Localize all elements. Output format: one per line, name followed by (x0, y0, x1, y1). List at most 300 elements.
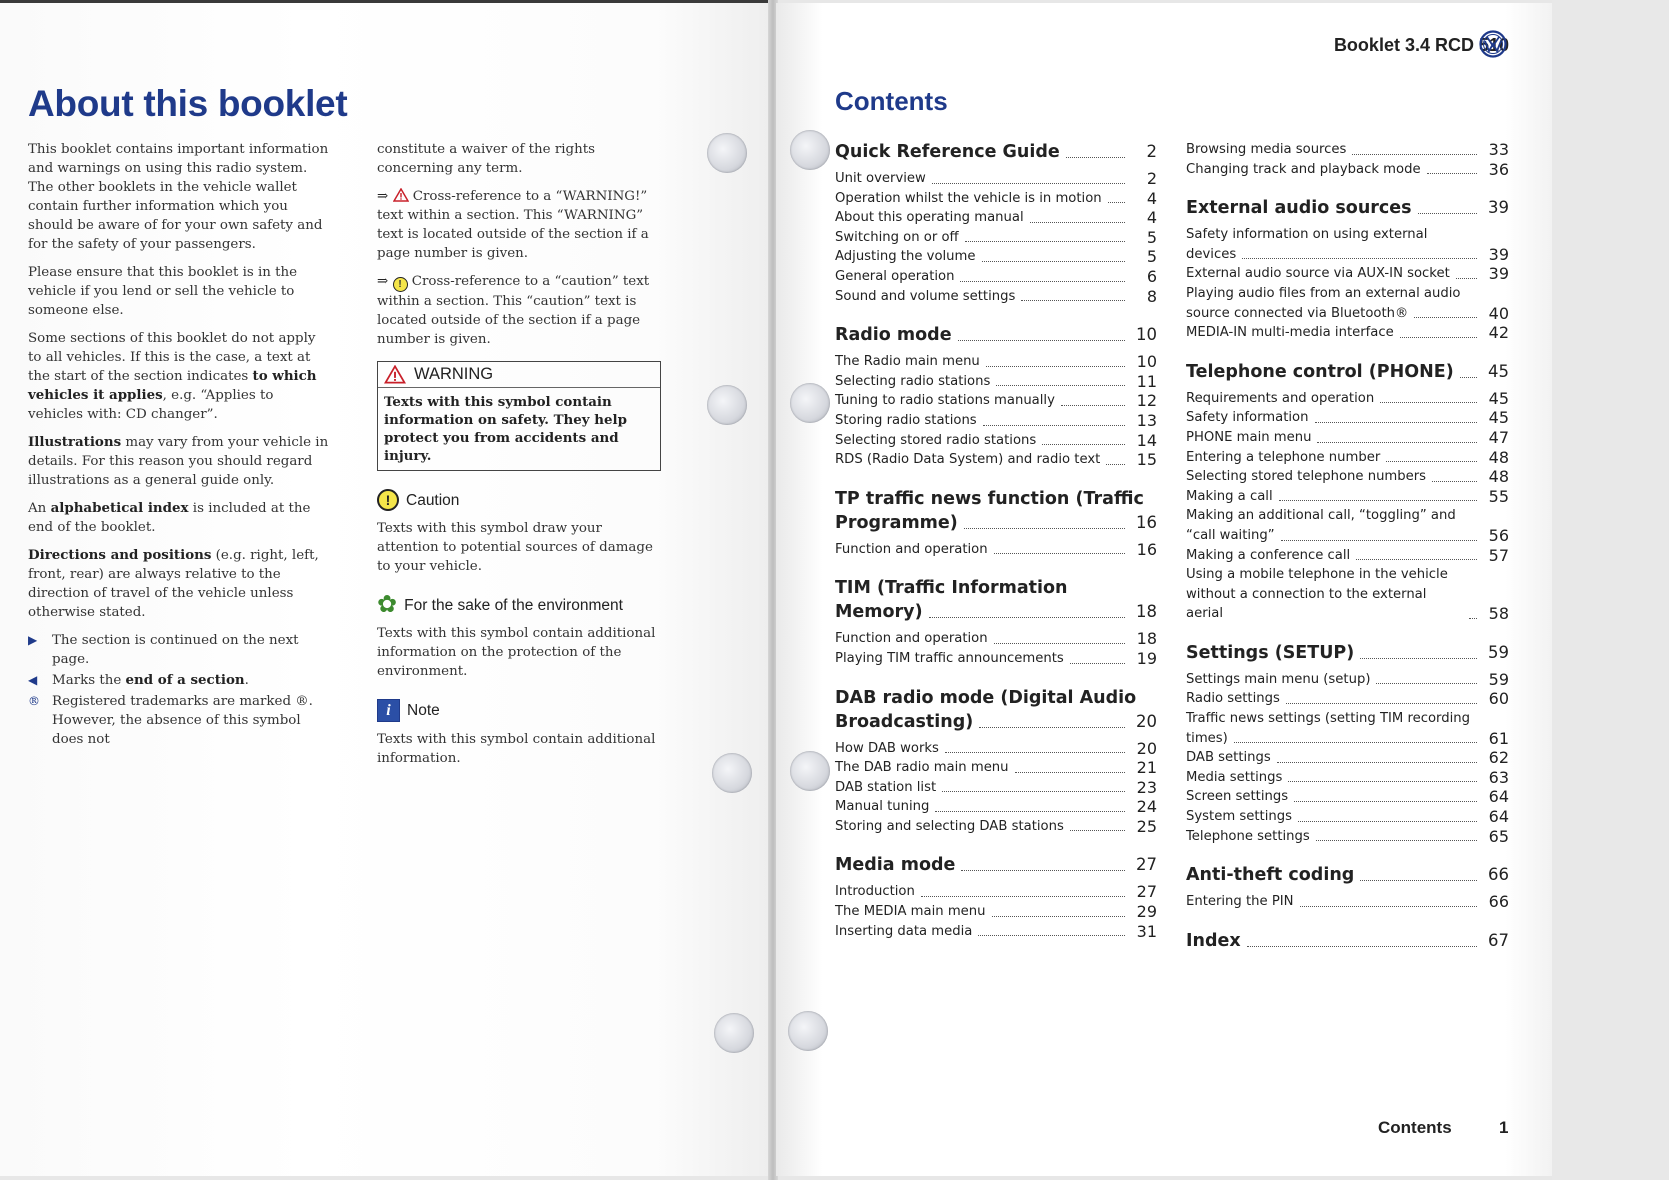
dot-leader (1070, 830, 1125, 831)
toc-entry[interactable] (835, 922, 1157, 942)
note-info-icon: i (377, 699, 400, 722)
toc-entry-text: Selecting stored telephone numbers (1186, 469, 1427, 485)
dot-leader (1315, 422, 1478, 423)
toc-entry-text: Making a conference call (1186, 547, 1351, 563)
note-block (377, 699, 661, 768)
toc-page-number: 4 (1146, 208, 1157, 228)
toc-section (1186, 196, 1509, 343)
toc-entry-text: The DAB radio main menu (835, 760, 1009, 776)
toc-entry[interactable] (1186, 546, 1509, 566)
dot-leader (1469, 618, 1477, 619)
dot-leader (1376, 683, 1477, 684)
illustrations-paragraph: Illustrations may vary from your vehicle in details. For this reason you should regard illustrations as a general guide only. (28, 434, 329, 488)
toc-heading[interactable] (835, 853, 1157, 877)
toc-heading[interactable] (835, 600, 1157, 624)
toc-entry[interactable] (835, 372, 1157, 392)
toc-entry-text: Browsing media sources (1186, 142, 1347, 157)
toc-entry-text: Safety information (1186, 410, 1309, 426)
toc-section (1186, 863, 1509, 912)
dot-leader (942, 791, 1125, 792)
toc-entry[interactable] (1186, 748, 1509, 768)
environment-flower-icon: ✿ (377, 591, 398, 618)
toc-entry-text: Function and operation (835, 631, 988, 647)
dot-leader (1316, 840, 1477, 841)
toc-entry[interactable] (1186, 670, 1509, 690)
toc-section (1186, 360, 1509, 624)
toc-entry[interactable] (1186, 448, 1509, 468)
dot-leader (932, 183, 1125, 184)
toc-page-number: 5 (1146, 227, 1157, 247)
toc-entry-text: without a connection to the external aerial (1186, 586, 1427, 622)
dot-leader (1042, 444, 1125, 445)
toc-entry-text: DAB station list (835, 779, 937, 795)
dot-leader (1300, 906, 1477, 907)
toc-page-number: 5 (1146, 247, 1157, 267)
toc-entry-text: Safety information on using external (1186, 227, 1428, 243)
dot-leader (1234, 742, 1477, 743)
toc-entry[interactable] (835, 189, 1157, 209)
dot-leader (1070, 663, 1125, 664)
dot-leader (1298, 821, 1477, 822)
toc-entry-text: Manual tuning (835, 799, 930, 815)
symbols-column (377, 140, 661, 786)
toc-entry-text: Settings main menu (setup) (1186, 671, 1371, 687)
page-hole-icon (790, 130, 830, 170)
toc-page-number: 2 (1146, 142, 1157, 161)
toc-heading-text: TP traffic news function (Traffic (835, 488, 1144, 509)
toc-entry[interactable] (1186, 729, 1509, 749)
toc-entry[interactable] (1186, 140, 1509, 160)
dot-leader (964, 528, 1125, 529)
contents-title: Contents (835, 86, 948, 116)
toc-entry[interactable] (1186, 323, 1509, 343)
warning-body: Texts with this symbol contain information on safety. They help protect you from accidents and injury. (384, 394, 627, 464)
toc-page-number: 6 (1146, 266, 1157, 286)
dot-leader (961, 870, 1125, 871)
dot-leader (1021, 300, 1125, 301)
toc-page-number: 48 (1488, 467, 1509, 487)
toc-entry-text: Tuning to radio stations manually (835, 393, 1055, 409)
toc-section (1186, 140, 1509, 179)
dot-leader (978, 935, 1125, 936)
caution-title: Caution (406, 491, 460, 509)
toc-entry-text: System settings (1186, 809, 1292, 825)
toc-entry-text: Operation whilst the vehicle is in motion (835, 190, 1102, 206)
page-hole-icon (788, 1011, 828, 1051)
toc-page-number: 61 (1488, 728, 1509, 748)
toc-page-number: 2 (1146, 169, 1157, 188)
registered-mark-icon: ® (28, 694, 40, 708)
environment-body: Texts with this symbol contain additional information on the protection of the environment. (377, 626, 656, 679)
note-body: Texts with this symbol contain additional information. (377, 732, 656, 766)
toc-entry-line (1186, 225, 1509, 245)
toc-page-number: 12 (1136, 391, 1157, 411)
toc-page-number: 67 (1488, 930, 1509, 950)
booklet-header: Booklet 3.4 RCD 510 (1333, 35, 1509, 55)
toc-heading-text: Radio mode (835, 325, 952, 346)
dot-leader (1106, 464, 1125, 465)
toc-page-number: 25 (1136, 816, 1157, 836)
toc-entry-text: times) (1186, 730, 1228, 746)
toc-heading-line (835, 487, 1157, 511)
toc-page-number: 10 (1136, 352, 1157, 372)
toc-entry-text: PHONE main menu (1186, 429, 1312, 445)
toc-entry[interactable] (835, 739, 1157, 759)
toc-entry-text: Traffic news settings (setting TIM recording (1186, 711, 1470, 727)
dot-leader (1281, 540, 1477, 541)
toc-entry-text: Playing TIM traffic announcements (835, 650, 1064, 666)
toc-page-number: 60 (1488, 689, 1509, 709)
dot-leader (1066, 157, 1125, 158)
toc-heading[interactable] (835, 511, 1157, 535)
dot-leader (1317, 442, 1477, 443)
toc-entry[interactable] (1186, 304, 1509, 324)
toc-heading-text: DAB radio mode (Digital Audio (835, 687, 1137, 708)
intro-column (28, 140, 330, 751)
note-title: Note (407, 702, 440, 719)
toc-page-number: 10 (1136, 325, 1157, 345)
toc-page-number: 21 (1136, 758, 1157, 778)
toc-entry[interactable] (1186, 264, 1509, 284)
caution-block (377, 489, 661, 576)
toc-page-number: 57 (1488, 545, 1509, 565)
toc-section (835, 323, 1157, 470)
toc-entry-text: External audio source via AUX-IN socket (1186, 266, 1450, 282)
toc-entry-text: Switching on or off (835, 229, 959, 245)
dot-leader (1061, 405, 1125, 406)
toc-heading-text: Broadcasting) (835, 711, 974, 732)
toc-entry-text: Using a mobile telephone in the vehicle (1186, 567, 1448, 583)
dot-leader (1286, 703, 1477, 704)
toc-page-number: 20 (1136, 738, 1157, 758)
continued-paragraph: constitute a waiver of the rights concerning any term. (377, 142, 595, 176)
toc-page-number: 62 (1488, 748, 1509, 768)
warning-triangle-icon (384, 365, 406, 384)
toc-section (835, 487, 1157, 560)
toc-page-number: 48 (1488, 447, 1509, 467)
dot-leader (1279, 500, 1477, 501)
toc-entry-text: How DAB works (835, 740, 939, 756)
warning-header: WARNING (378, 362, 660, 388)
toc-entry[interactable] (835, 352, 1157, 372)
toc-page-number: 20 (1136, 711, 1157, 731)
toc-page-number: 18 (1136, 629, 1157, 649)
toc-entry-text: Adjusting the volume (835, 249, 976, 265)
toc-entry[interactable] (835, 778, 1157, 798)
toc-entry-text: Changing track and playback mode (1186, 161, 1421, 177)
dot-leader (1247, 946, 1477, 947)
dot-leader (1352, 154, 1477, 155)
toc-entry-text: Making an additional call, “toggling” and (1186, 508, 1456, 524)
toc-entry-text: Requirements and operation (1186, 390, 1375, 406)
dot-leader (983, 425, 1125, 426)
toc-heading[interactable] (835, 140, 1157, 164)
toc-entry[interactable] (1186, 428, 1509, 448)
xref-arrow-icon: ⇒ (377, 189, 389, 204)
toc-heading-text: Settings (SETUP) (1186, 642, 1355, 663)
toc-entry[interactable] (835, 391, 1157, 411)
toc-entry[interactable] (835, 902, 1157, 922)
toc-entry-line (1186, 709, 1509, 729)
dot-leader (982, 261, 1126, 262)
list-item: ® Registered trademarks are marked ®. However, the absence of this symbol does not (28, 694, 313, 747)
toc-entry-text: Selecting radio stations (835, 373, 991, 389)
toc-page-number: 63 (1488, 767, 1509, 787)
toc-heading-text: Memory) (835, 602, 923, 623)
dot-leader (994, 553, 1125, 554)
dot-leader (979, 727, 1125, 728)
toc-page-number: 31 (1136, 921, 1157, 941)
toc-heading-text: Index (1186, 930, 1241, 951)
toc-entry-text: DAB settings (1186, 750, 1271, 766)
page-number: 1 (1499, 1118, 1509, 1137)
toc-page-number: 11 (1136, 371, 1157, 391)
toc-entry[interactable] (835, 267, 1157, 287)
dot-leader (929, 617, 1125, 618)
page-title: About this booklet (28, 83, 348, 124)
toc-entry-text: Playing audio files from an external audio (1186, 285, 1461, 301)
toc-entry[interactable] (835, 758, 1157, 778)
toc-entry-text: RDS (Radio Data System) and radio text (835, 452, 1101, 468)
applicability-paragraph: Some sections of this booklet do not apply to all vehicles. If this is the case, a text at the start of the section indicates to which vehicles it applies, e.g. “Applies to vehicles with: CD changer”. (28, 331, 317, 422)
toc-entry-text: General operation (835, 268, 955, 284)
dot-leader (1108, 202, 1125, 203)
list-item: ▶ The section is continued on the next page. (28, 633, 299, 667)
toc-page-number: 16 (1136, 512, 1157, 532)
toc-entry[interactable] (1186, 526, 1509, 546)
toc-heading[interactable] (1186, 863, 1509, 887)
toc-page-number: 13 (1136, 410, 1157, 430)
toc-entry[interactable] (835, 797, 1157, 817)
dot-leader (1242, 258, 1477, 259)
toc-entry[interactable] (1186, 768, 1509, 788)
toc-entry[interactable] (1186, 487, 1509, 507)
toc-entry[interactable] (835, 431, 1157, 451)
toc-entry[interactable] (835, 169, 1157, 189)
caution-icon: ! (393, 277, 408, 292)
toc-page-number: 47 (1488, 427, 1509, 447)
page-hole-icon (712, 753, 752, 793)
toc-entry[interactable] (835, 882, 1157, 902)
toc-page-number: 36 (1488, 159, 1509, 179)
dot-leader (994, 643, 1125, 644)
toc-column-right (1186, 140, 1509, 970)
toc-entry-text: Storing radio stations (835, 412, 977, 428)
dot-leader (921, 896, 1125, 897)
toc-page-number: 4 (1146, 188, 1157, 208)
toc-page-number: 27 (1136, 882, 1157, 902)
toc-entry-text: Radio settings (1186, 691, 1280, 707)
dot-leader (1015, 772, 1125, 773)
toc-entry[interactable] (835, 817, 1157, 837)
toc-entry[interactable] (1186, 807, 1509, 827)
dot-leader (1356, 559, 1477, 560)
toc-page-number: 27 (1136, 855, 1157, 875)
toc-heading-text: Anti-theft coding (1186, 865, 1355, 886)
dot-leader (1427, 173, 1477, 174)
toc-heading-text: Programme) (835, 512, 958, 533)
dot-leader (986, 366, 1125, 367)
toc-page-number: 24 (1136, 797, 1157, 817)
toc-entry-text: Making a call (1186, 488, 1273, 504)
toc-page-number: 23 (1136, 777, 1157, 797)
scan-background (1552, 0, 1669, 1180)
toc-entry[interactable] (835, 629, 1157, 649)
toc-heading-text: Telephone control (PHONE) (1186, 361, 1454, 382)
toc-entry[interactable] (835, 649, 1157, 669)
toc-page-number: 19 (1136, 648, 1157, 668)
toc-entry-text: “call waiting” (1186, 527, 1275, 543)
toc-section (835, 853, 1157, 941)
toc-entry[interactable] (1186, 827, 1509, 847)
toc-heading[interactable] (835, 323, 1157, 347)
toc-heading[interactable] (1186, 929, 1509, 953)
toc-entry-text: Function and operation (835, 541, 988, 557)
toc-page-number: 64 (1488, 807, 1509, 827)
list-item: ◀ Marks the end of a section. (28, 672, 249, 688)
page-hole-icon (790, 383, 830, 423)
dot-leader (1386, 461, 1477, 462)
toc-section (1186, 929, 1509, 953)
toc-entry[interactable] (835, 287, 1157, 307)
toc-entry-text: Screen settings (1186, 789, 1289, 805)
toc-page-number: 42 (1488, 323, 1509, 343)
toc-entry-text: The Radio main menu (835, 354, 980, 370)
toc-entry[interactable] (1186, 160, 1509, 180)
toc-heading-text: Quick Reference Guide (835, 142, 1060, 162)
dot-leader (1414, 317, 1477, 318)
toc-heading[interactable] (1186, 360, 1509, 384)
toc-page-number: 40 (1488, 303, 1509, 323)
environment-block (377, 591, 661, 681)
toc-heading-text: TIM (Traffic Information (835, 578, 1068, 599)
toc-entry-text: The MEDIA main menu (835, 904, 986, 920)
toc-page-number: 59 (1488, 642, 1509, 662)
toc-entry[interactable] (1186, 467, 1509, 487)
toc-entry[interactable] (1186, 585, 1509, 624)
end-section-arrow-icon: ◀ (28, 673, 38, 687)
toc-entry-text: Telephone settings (1186, 828, 1310, 844)
toc-entry[interactable] (835, 208, 1157, 228)
toc-entry[interactable] (835, 411, 1157, 431)
dot-leader (1400, 337, 1477, 338)
caution-icon: ! (377, 489, 399, 511)
index-paragraph: An alphabetical index is included at the end of the booklet. (28, 500, 311, 535)
toc-entry[interactable] (835, 540, 1157, 560)
toc-entry-line (1186, 565, 1509, 585)
toc-page-number: 45 (1488, 388, 1509, 408)
toc-entry-line (1186, 506, 1509, 526)
toc-entry-text: Selecting stored radio stations (835, 432, 1037, 448)
dot-leader (1380, 402, 1477, 403)
toc-entry-text: MEDIA-IN multi-media interface (1186, 325, 1394, 341)
dot-leader (935, 811, 1125, 812)
toc-column-left (835, 140, 1157, 958)
toc-page-number: 8 (1146, 286, 1157, 306)
toc-page-number: 59 (1488, 669, 1509, 689)
toc-entry[interactable] (835, 247, 1157, 267)
left-page (0, 3, 770, 1176)
toc-entry[interactable] (1186, 408, 1509, 428)
toc-section (1186, 641, 1509, 846)
dot-leader (1288, 781, 1477, 782)
lend-paragraph: Please ensure that this booklet is in the vehicle if you lend or sell the vehicle to someone else. (28, 265, 298, 318)
caution-body: Texts with this symbol draw your attention to potential sources of damage to your vehicle. (377, 521, 653, 574)
toc-heading[interactable] (1186, 196, 1509, 220)
toc-page-number: 66 (1488, 892, 1509, 912)
dot-leader (992, 916, 1125, 917)
continue-arrow-icon: ▶ (28, 633, 38, 647)
page-hole-icon (707, 133, 747, 173)
dot-leader (945, 752, 1125, 753)
toc-page-number: 58 (1488, 604, 1509, 624)
toc-entry[interactable] (1186, 689, 1509, 709)
toc-section (835, 140, 1157, 306)
toc-heading[interactable] (1186, 641, 1509, 665)
toc-page-number: 66 (1488, 865, 1509, 885)
toc-page-number: 33 (1488, 140, 1509, 159)
dot-leader (965, 241, 1125, 242)
toc-entry-text: Introduction (835, 884, 915, 900)
toc-entry-line (1186, 284, 1509, 304)
directions-paragraph: Directions and positions (e.g. right, left, front, rear) are always relative to the direction of travel of the vehicle unless otherwise stated. (28, 547, 319, 620)
toc-page-number: 39 (1488, 198, 1509, 218)
xref-arrow-icon: ⇒ (377, 274, 389, 289)
dot-leader (1277, 762, 1477, 763)
toc-page-number: 16 (1136, 539, 1157, 559)
toc-section (835, 576, 1157, 668)
dot-leader (958, 340, 1125, 341)
dot-leader (1294, 801, 1477, 802)
toc-page-number: 64 (1488, 787, 1509, 807)
toc-heading[interactable] (835, 710, 1157, 734)
page-hole-icon (714, 1013, 754, 1053)
toc-entry-text: Sound and volume settings (835, 288, 1016, 304)
dot-leader (1456, 278, 1477, 279)
toc-page-number: 29 (1136, 902, 1157, 922)
toc-entry[interactable] (835, 450, 1157, 470)
footer-section-label: Contents (1378, 1118, 1452, 1137)
toc-entry-text: Unit overview (835, 171, 926, 186)
dot-leader (996, 385, 1125, 386)
toc-entry-text: Entering a telephone number (1186, 449, 1381, 465)
toc-entry[interactable] (1186, 892, 1509, 912)
page-hole-icon (707, 385, 747, 425)
toc-entry[interactable] (1186, 389, 1509, 409)
toc-page-number: 65 (1488, 826, 1509, 846)
toc-page-number: 39 (1488, 264, 1509, 284)
dot-leader (960, 281, 1125, 282)
xref-warning-paragraph: ⇒ Cross-reference to a “WARNING!” text within a section. This “WARNING” text is located outside of the section if a page number is given. (377, 189, 649, 261)
intro-paragraph: This booklet contains important information and warnings on using this radio system. The other booklets in the vehicle wallet contain further information which you should be aware of for your own safety and for the safety of your passengers. (28, 142, 329, 252)
warning-box (377, 361, 661, 471)
toc-heading-line (835, 686, 1157, 710)
toc-entry-text: Storing and selecting DAB stations (835, 818, 1064, 834)
toc-entry-text: About this operating manual (835, 210, 1024, 226)
toc-entry[interactable] (835, 228, 1157, 248)
toc-page-number: 39 (1488, 244, 1509, 264)
toc-page-number: 45 (1488, 408, 1509, 428)
toc-entry-text: devices (1186, 246, 1237, 262)
dot-leader (1030, 222, 1125, 223)
warning-triangle-icon (393, 188, 409, 202)
toc-page-number: 45 (1488, 361, 1509, 381)
toc-entry[interactable] (1186, 245, 1509, 265)
environment-title: For the sake of the environment (404, 596, 623, 614)
toc-page-number: 56 (1488, 525, 1509, 545)
toc-entry[interactable] (1186, 787, 1509, 807)
dot-leader (1360, 658, 1477, 659)
